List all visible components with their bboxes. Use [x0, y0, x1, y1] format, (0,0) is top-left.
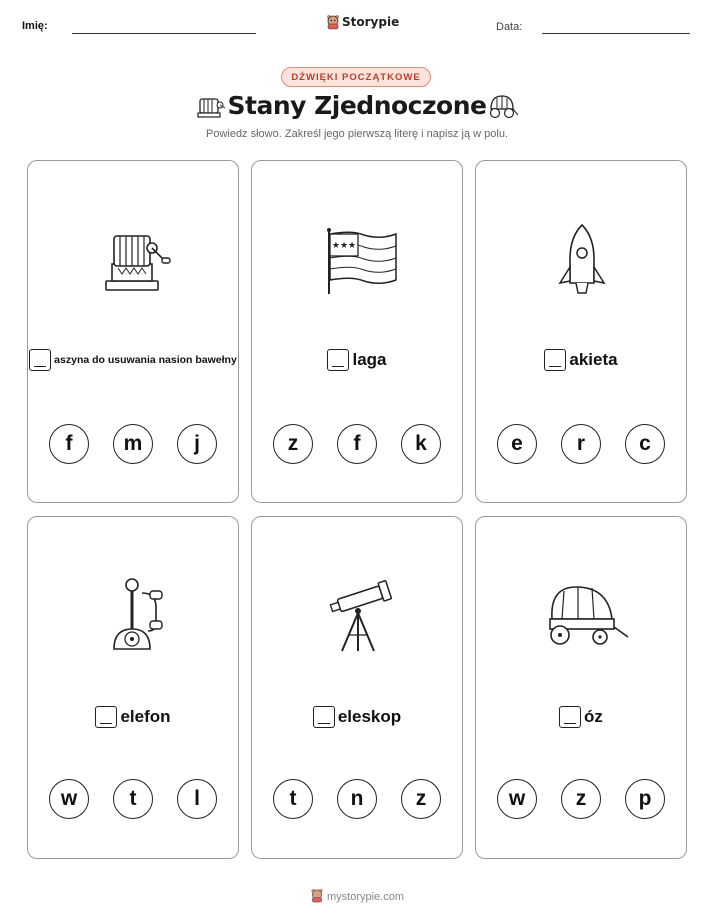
- date-label: Data:: [496, 21, 523, 33]
- letter-choice[interactable]: c: [625, 424, 665, 464]
- word-row: [28, 706, 238, 728]
- telescope-icon: [308, 577, 408, 657]
- letter-choice[interactable]: e: [497, 424, 537, 464]
- answer-box[interactable]: [29, 349, 51, 371]
- letter-choice[interactable]: p: [625, 779, 665, 819]
- covered-wagon-icon: [532, 577, 632, 657]
- word-row: [252, 706, 462, 728]
- letter-choice[interactable]: k: [401, 424, 441, 464]
- card-1: [27, 160, 239, 503]
- footer-url[interactable]: mystorypie.com: [326, 891, 405, 903]
- letter-choice[interactable]: w: [497, 779, 537, 819]
- word-fragment: elefon: [120, 707, 171, 726]
- word-row: [28, 349, 238, 371]
- covered-wagon-small-icon: [487, 93, 519, 119]
- letter-choice[interactable]: j: [177, 424, 217, 464]
- date-field[interactable]: [542, 33, 690, 34]
- answer-box[interactable]: [559, 706, 581, 728]
- brand-name: Storypie: [342, 15, 400, 29]
- word-row: [476, 349, 686, 371]
- candlestick-telephone-icon: [84, 577, 184, 657]
- category-badge: DŹWIĘKI POCZĄTKOWE: [281, 67, 431, 87]
- letter-choice[interactable]: w: [49, 779, 89, 819]
- rocket-icon: [532, 223, 632, 303]
- word-fragment: aszyna do usuwania nasion bawełny: [54, 354, 237, 366]
- letter-choice[interactable]: f: [49, 424, 89, 464]
- answer-box[interactable]: [544, 349, 566, 371]
- card-6: [475, 516, 687, 859]
- cotton-gin-icon: [84, 226, 184, 306]
- word-row: [476, 706, 686, 728]
- footer: [0, 888, 714, 903]
- letter-choice[interactable]: z: [401, 779, 441, 819]
- word-row: [252, 349, 462, 371]
- name-field[interactable]: [72, 33, 256, 34]
- word-fragment: eleskop: [337, 707, 402, 726]
- card-2: [251, 160, 463, 503]
- letter-choice[interactable]: z: [561, 779, 601, 819]
- letter-choice[interactable]: r: [561, 424, 601, 464]
- instruction-text: Powiedz słowo. Zakreśl jego pierwszą literę i napisz ją w polu.: [205, 128, 509, 140]
- letter-choice[interactable]: n: [337, 779, 377, 819]
- letter-choice[interactable]: m: [113, 424, 153, 464]
- answer-box[interactable]: [313, 706, 335, 728]
- svg-text:★★★: ★★★: [331, 240, 357, 250]
- letter-choice[interactable]: z: [273, 424, 313, 464]
- card-5: [251, 516, 463, 859]
- answer-box[interactable]: [327, 349, 349, 371]
- card-3: [475, 160, 687, 503]
- answer-box[interactable]: [95, 706, 117, 728]
- name-label: Imię:: [22, 20, 48, 32]
- card-4: [27, 516, 239, 859]
- page-title: Stany Zjednoczone: [227, 91, 487, 120]
- letter-choice[interactable]: l: [177, 779, 217, 819]
- word-fragment: laga: [352, 350, 387, 369]
- bear-logo-icon: [326, 14, 340, 30]
- word-fragment: akieta: [569, 350, 618, 369]
- letter-choice[interactable]: t: [273, 779, 313, 819]
- word-fragment: óz: [584, 707, 603, 726]
- letter-choice[interactable]: t: [113, 779, 153, 819]
- bear-logo-icon: [310, 888, 324, 903]
- letter-choice[interactable]: f: [337, 424, 377, 464]
- brand-logo: [326, 14, 399, 30]
- us-flag-icon: [308, 226, 408, 306]
